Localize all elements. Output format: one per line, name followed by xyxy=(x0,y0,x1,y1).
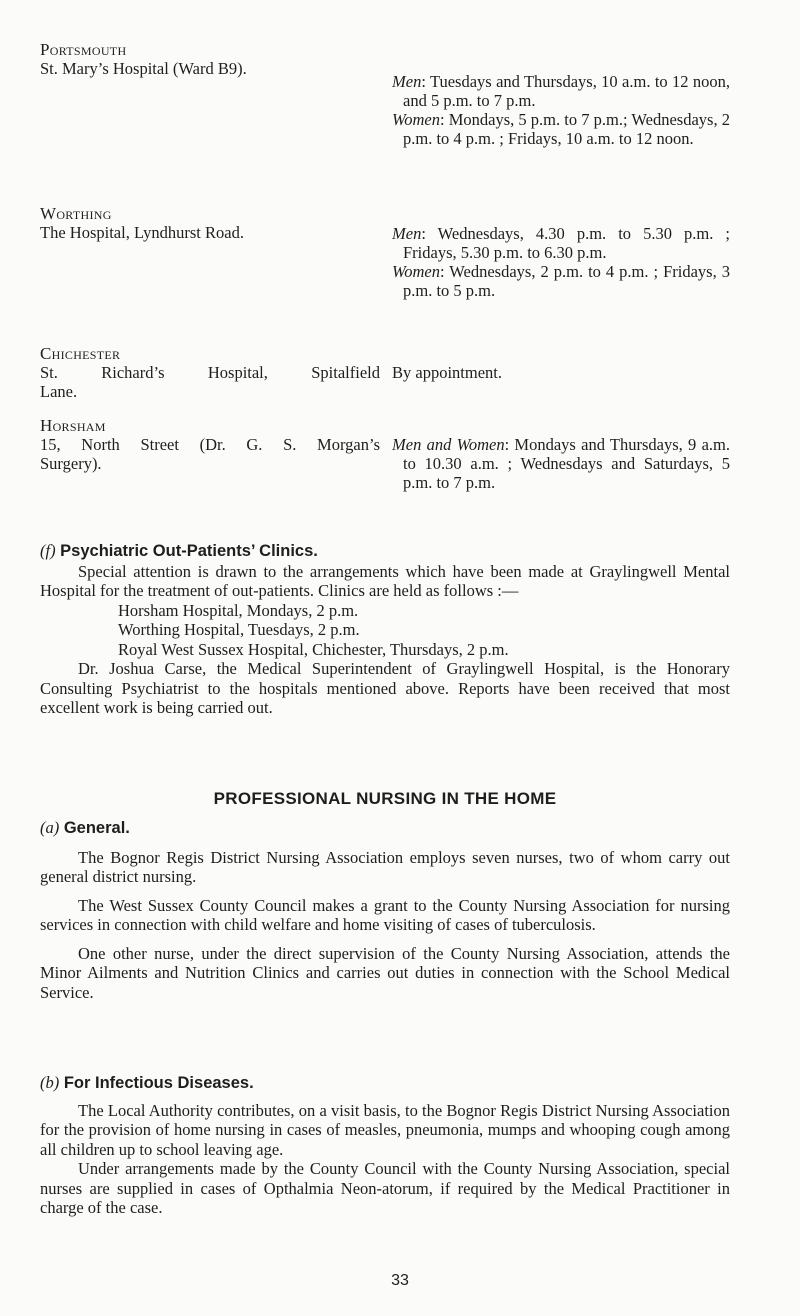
clinic-place: St. Mary’s Hospital (Ward B9). xyxy=(40,59,247,78)
clinic-place: Lane. xyxy=(40,382,78,401)
clinic-place: Surgery). xyxy=(40,454,102,473)
nursing-general-section xyxy=(40,818,730,1002)
nursing-general-heading: (a) General. xyxy=(40,818,130,837)
clinic-town: Chichester xyxy=(40,344,121,363)
clinic-town: Portsmouth xyxy=(40,40,127,59)
clinic-hours-women: Women: Wednesdays, 2 p.m. to 4 p.m. ; Fridays, 3 p.m. to 5 p.m. xyxy=(392,262,730,300)
clinic-place: St. Richard’s Hospital, Spitalfield xyxy=(40,363,380,382)
clinic-place: 15, North Street (Dr. G. S. Morgan’s xyxy=(40,435,380,454)
psychiatric-heading: (f) Psychiatric Out-Patients’ Clinics. xyxy=(40,541,318,560)
psychiatric-intro: Special attention is drawn to the arrangements which have been made at Graylingwell Mental Hospital for the treatment of out-patients. Clinics are held as follows :— xyxy=(40,561,730,600)
nursing-infectious-paragraph: Under arrangements made by the County Council with the County Nursing Association, special nurses are supplied in cases of Opthalmia Neon-atorum, if required by the Medical Practitioner in charge of the case. xyxy=(40,1159,730,1217)
clinic-hours-men-women: Men and Women: Mondays and Thursdays, 9 a.m. to 10.30 a.m. ; Wednesdays and Saturdays, 5 p.m. to 7 p.m. xyxy=(392,435,730,492)
clinic-appointment: By appointment. xyxy=(392,363,502,382)
page-number: 33 xyxy=(391,1272,409,1289)
clinic-hours-men: Men: Tuesdays and Thursdays, 10 a.m. to 12 noon, and 5 p.m. to 7 p.m. xyxy=(392,72,730,110)
nursing-general-paragraph: The Bognor Regis District Nursing Association employs seven nurses, two of whom carry out general district nursing. xyxy=(40,847,730,886)
psychiatric-list-item: Worthing Hospital, Tuesdays, 2 p.m. xyxy=(118,620,360,639)
clinic-place: The Hospital, Lyndhurst Road. xyxy=(40,223,244,242)
nursing-infectious-section xyxy=(40,1073,730,1218)
psychiatric-list-item: Horsham Hospital, Mondays, 2 p.m. xyxy=(118,600,359,620)
clinic-hours-women: Women: Mondays, 5 p.m. to 7 p.m.; Wednesdays, 2 p.m. to 4 p.m. ; Fridays, 10 a.m. to 12 noon. xyxy=(392,110,730,148)
nursing-general-paragraph: The West Sussex County Council makes a grant to the County Nursing Association for nursing services in connection with child welfare and home visiting of cases of tuberculosis. xyxy=(40,895,730,934)
clinic-hours-men: Men: Wednesdays, 4.30 p.m. to 5.30 p.m. ; Fridays, 5.30 p.m. to 6.30 p.m. xyxy=(392,224,730,262)
nursing-infectious-heading: (b) For Infectious Diseases. xyxy=(40,1073,254,1092)
nursing-infectious-paragraph: The Local Authority contributes, on a visit basis, to the Bognor Regis District Nursing Association for the provision of home nursing in cases of measles, pneumonia, mumps and whooping cough among all children up to school leaving age. xyxy=(40,1100,730,1159)
clinic-town: Horsham xyxy=(40,416,106,435)
nursing-general-paragraph: One other nurse, under the direct supervision of the County Nursing Association, attends the Minor Ailments and Nutrition Clinics and carries out duties in connection with the School Medical Service. xyxy=(40,943,730,1002)
section-title: PROFESSIONAL NURSING IN THE HOME xyxy=(213,789,557,808)
psychiatric-list-item: Royal West Sussex Hospital, Chichester, Thursdays, 2 p.m. xyxy=(118,639,509,659)
psychiatric-closing: Dr. Joshua Carse, the Medical Superintendent of Graylingwell Hospital, is the Honorary Consulting Psychiatrist to the hospitals mentioned above. Reports have been received that most excellent work is being carried out. xyxy=(40,659,730,717)
clinic-town: Worthing xyxy=(40,204,112,223)
psychiatric-section xyxy=(40,541,730,718)
